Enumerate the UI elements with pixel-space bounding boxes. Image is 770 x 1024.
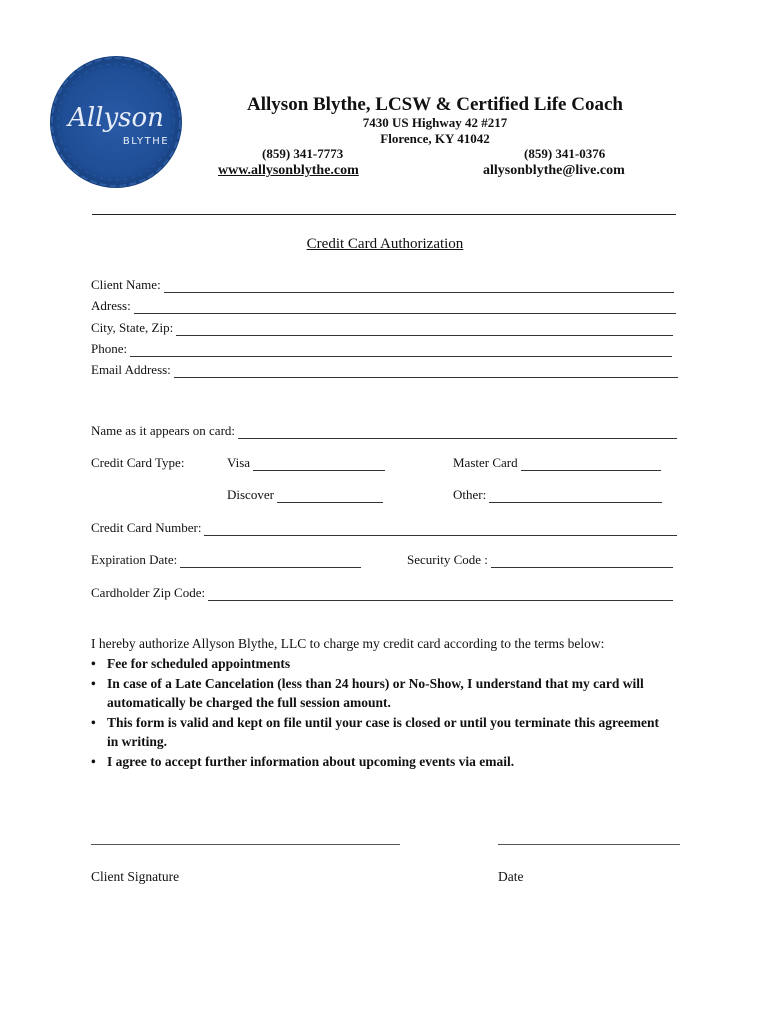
phone-left: (859) 341-7773 [262,146,344,161]
phone-field[interactable] [91,341,672,357]
terms-list [91,654,691,771]
address-line-1: 7430 US Highway 42 #217 [362,115,508,130]
client-name-label: Client Name: [91,277,161,292]
city-state-zip-field[interactable] [91,320,673,336]
security-code-label: Security Code : [407,552,488,567]
logo-text-bottom: BLYTHE [122,136,170,147]
email-field[interactable] [91,362,678,378]
website-link[interactable]: www.allysonblythe.com [218,163,359,178]
client-name-field[interactable] [91,277,674,293]
name-on-card-field[interactable] [91,423,677,439]
term-item: • Fee for scheduled appointments [91,654,691,674]
client-signature-line[interactable] [91,844,400,845]
discover-label: Discover [227,487,274,502]
address-line-2: Florence, KY 41042 [380,131,490,146]
logo-text-top: Allyson [68,103,164,133]
card-type-label-row [91,455,184,471]
email-address: allysonblythe@live.com [483,163,625,178]
card-type-label: Credit Card Type: [91,455,185,470]
form-title: Credit Card Authorization [306,236,464,252]
visa-option[interactable] [227,455,385,471]
term-item: • This form is valid and kept on file until your case is closed or until you terminate this agreement in writing. [91,713,691,752]
phone-right: (859) 341-0376 [524,146,606,161]
visa-label: Visa [227,455,251,470]
authorization-intro: I hereby authorize Allyson Blythe, LLC to charge my credit card according to the terms below: [91,636,605,651]
email-label: Email Address: [91,362,171,377]
expiration-date-label: Expiration Date: [91,552,178,567]
address-label: Adress: [91,298,131,313]
card-number-field[interactable] [91,520,677,536]
mastercard-label: Master Card [453,455,518,470]
cardholder-zip-field[interactable] [91,585,673,601]
term-item: • I agree to accept further information about upcoming events via email. [91,752,691,772]
date-label: Date [498,869,524,884]
practice-title: Allyson Blythe, LCSW & Certified Life Coach [247,94,623,115]
other-option[interactable] [453,487,662,503]
city-state-zip-label: City, State, Zip: [91,320,174,335]
security-code-field[interactable] [407,552,673,568]
phone-label: Phone: [91,341,128,356]
mastercard-option[interactable] [453,455,661,471]
cardholder-zip-label: Cardholder Zip Code: [91,585,206,600]
name-on-card-label: Name as it appears on card: [91,423,236,438]
address-field[interactable] [91,298,676,314]
client-signature-label: Client Signature [91,869,180,884]
other-label: Other: [453,487,487,502]
discover-option[interactable] [227,487,383,503]
expiration-date-field[interactable] [91,552,361,568]
card-number-label: Credit Card Number: [91,520,202,535]
date-line[interactable] [498,844,680,845]
header-divider [92,214,676,215]
term-item: • In case of a Late Cancelation (less than 24 hours) or No-Show, I understand that my card will automatically be charged the full session amount. [91,674,691,713]
